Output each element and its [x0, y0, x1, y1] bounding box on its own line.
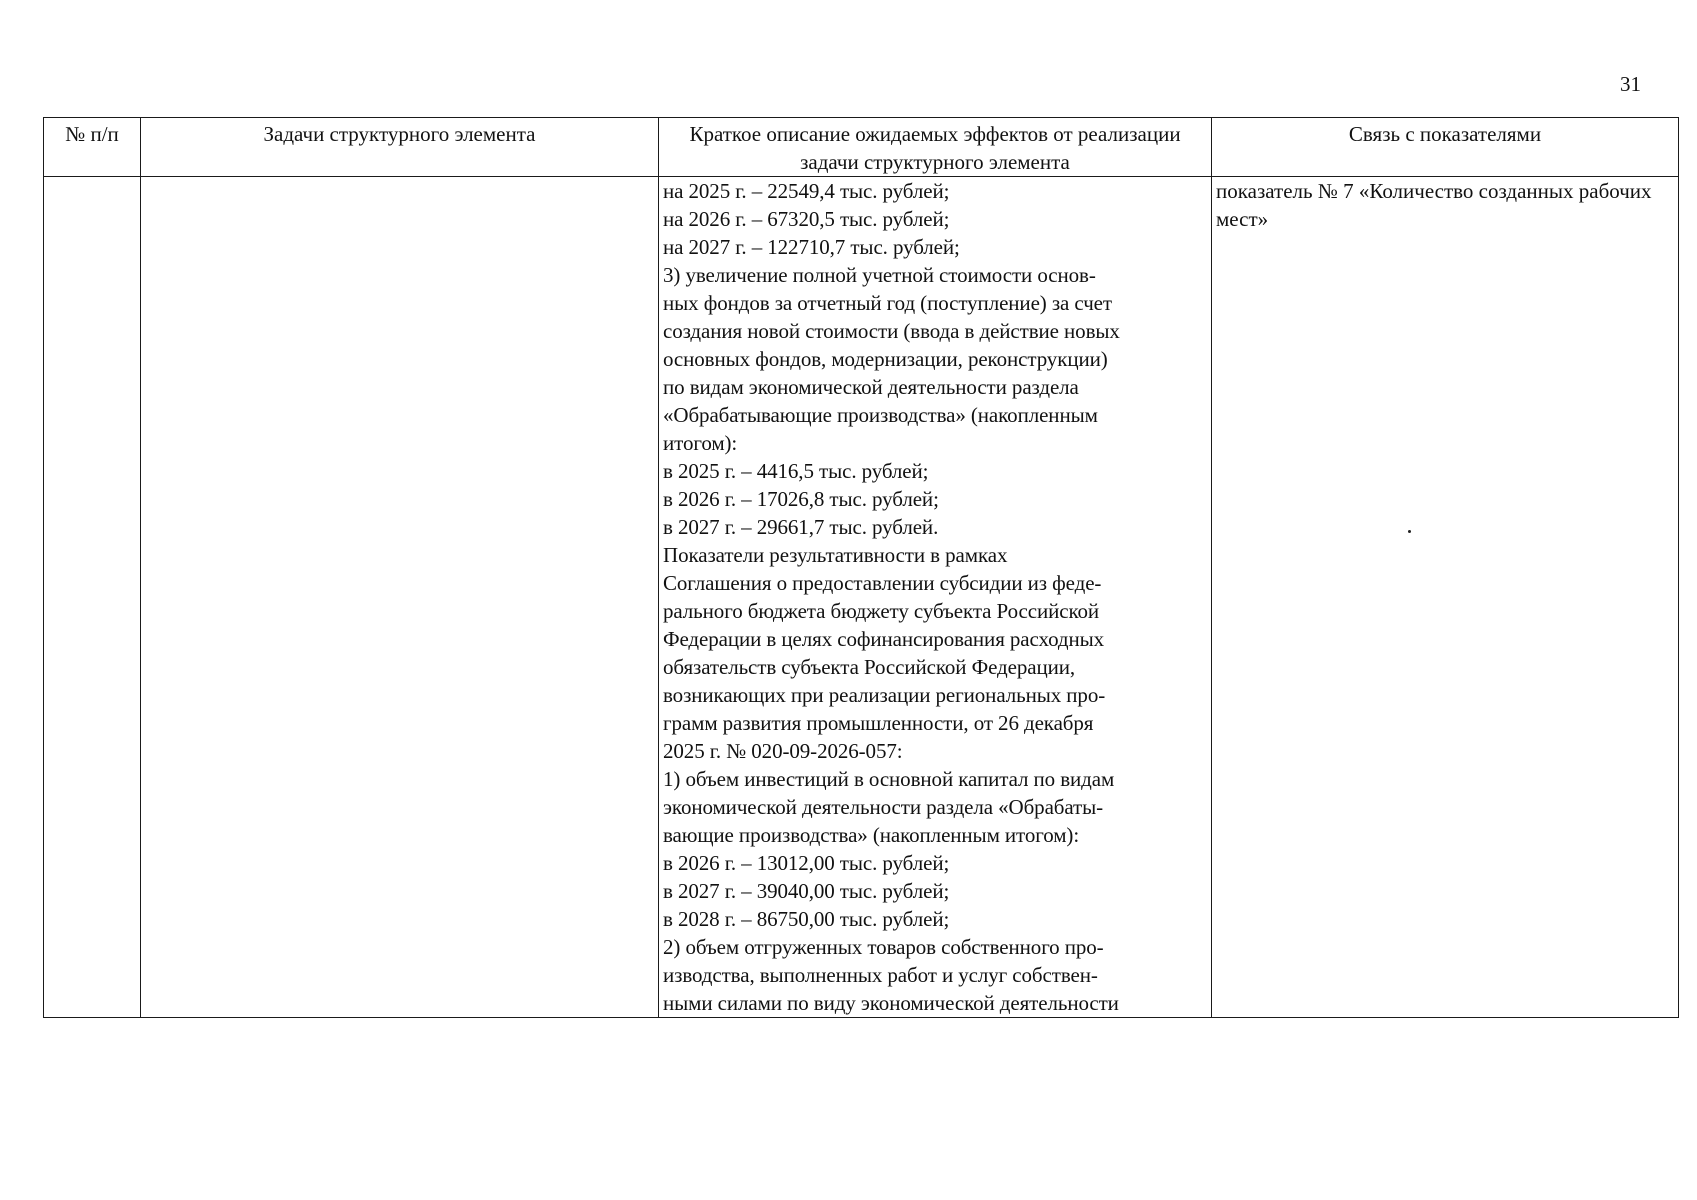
description-line: 3) увеличение полной учетной стоимости основ-: [663, 263, 1096, 287]
description-line: возникающих при реализации региональных про-: [663, 683, 1106, 707]
structural-element-table: [43, 117, 1679, 1018]
description-line: обязательств субъекта Российской Федерации,: [663, 655, 1076, 679]
description-line: экономической деятельности раздела «Обрабаты-: [663, 795, 1104, 819]
description-line: в 2027 г. – 39040,00 тыс. рублей;: [663, 879, 950, 903]
description-line: 2) объем отгруженных товаров собственного про-: [663, 935, 1104, 959]
description-line: ными силами по виду экономической деятельности: [663, 991, 1119, 1015]
description-line: Показатели результативности в рамках: [663, 543, 1008, 567]
description-line: в 2025 г. – 4416,5 тыс. рублей;: [663, 459, 929, 483]
description-line: на 2025 г. – 22549,4 тыс. рублей;: [663, 179, 950, 203]
header-tasks: Задачи структурного элемента: [141, 118, 659, 177]
description-line: основных фондов, модернизации, реконструкции): [663, 347, 1108, 371]
cell-number: [44, 177, 141, 1018]
description-line: грамм развития промышленности, от 26 декабря: [663, 711, 1094, 735]
description-line: в 2026 г. – 13012,00 тыс. рублей;: [663, 851, 950, 875]
description-line: на 2027 г. – 122710,7 тыс. рублей;: [663, 235, 960, 259]
description-line: «Обрабатывающие производства» (накопленным: [663, 403, 1098, 427]
description-line: в 2027 г. – 29661,7 тыс. рублей.: [663, 515, 939, 539]
table-header-row: [44, 118, 1679, 177]
table-row: [44, 177, 1679, 1018]
description-line: вающие производства» (накопленным итогом):: [663, 823, 1080, 847]
cell-description: [659, 177, 1212, 1018]
scan-mark: [1408, 530, 1411, 533]
description-line: 2025 г. № 020-09-2026-057:: [663, 739, 903, 763]
description-line: на 2026 г. – 67320,5 тыс. рублей;: [663, 207, 950, 231]
description-line: по видам экономической деятельности раздела: [663, 375, 1079, 399]
cell-tasks: [141, 177, 659, 1018]
header-link: Связь с показателями: [1212, 118, 1679, 177]
header-description: Краткое описание ожидаемых эффектов от реализации задачи структурного элемента: [659, 118, 1212, 177]
description-line: итогом):: [663, 431, 738, 455]
description-line: рального бюджета бюджету субъекта Российской: [663, 599, 1100, 623]
description-line: создания новой стоимости (ввода в действие новых: [663, 319, 1120, 343]
page-number: 31: [1620, 72, 1641, 96]
description-line: ных фондов за отчетный год (поступление) за счет: [663, 291, 1112, 315]
description-line: 1) объем инвестиций в основной капитал по видам: [663, 767, 1115, 791]
description-line: изводства, выполненных работ и услуг собствен-: [663, 963, 1098, 987]
description-line: Соглашения о предоставлении субсидии из феде-: [663, 571, 1102, 595]
description-line: в 2026 г. – 17026,8 тыс. рублей;: [663, 487, 939, 511]
cell-indicator-link: показатель № 7 «Количество созданных рабочих мест»: [1212, 177, 1679, 1018]
description-line: в 2028 г. – 86750,00 тыс. рублей;: [663, 907, 950, 931]
header-number: № п/п: [44, 118, 141, 177]
description-line: Федерации в целях софинансирования расходных: [663, 627, 1104, 651]
